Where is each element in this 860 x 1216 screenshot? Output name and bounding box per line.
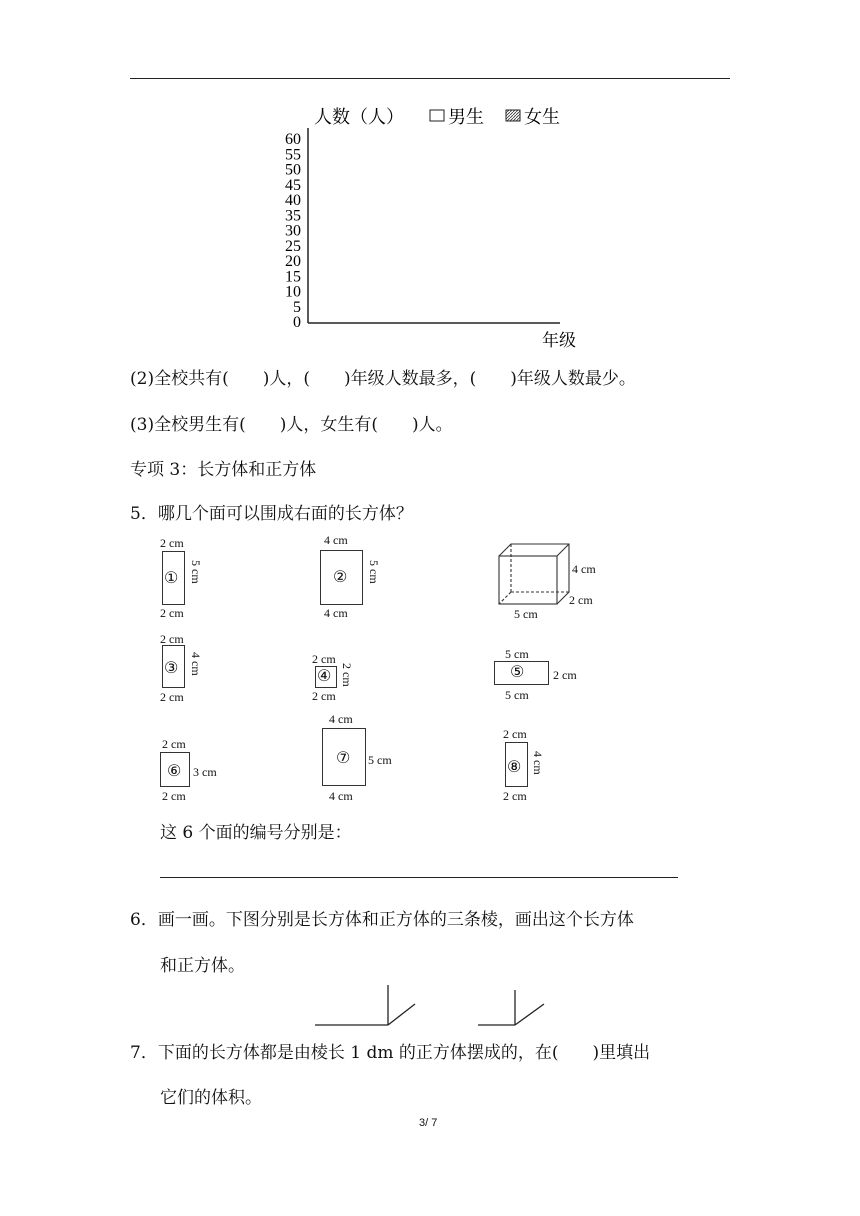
face-2-side: 5 cm xyxy=(367,560,381,584)
face-4-number: ④ xyxy=(317,666,332,685)
question-6-line1: 6．画一画。下图分别是长方体和正方体的三条棱，画出这个长方体 xyxy=(130,910,634,930)
cuboid-height: 4 cm xyxy=(572,562,596,576)
x-axis-label: 年级 xyxy=(542,331,576,350)
y-tick-label: 55 xyxy=(285,146,301,164)
page-number: 3/ 7 xyxy=(419,1117,438,1129)
bar-chart xyxy=(270,100,600,355)
y-tick-label: 15 xyxy=(285,268,301,286)
face-5-side: 2 cm xyxy=(553,668,577,682)
face-6-number: ⑥ xyxy=(167,761,182,780)
face-3-side: 4 cm xyxy=(189,652,203,676)
face-5-top: 5 cm xyxy=(505,647,529,661)
face-8-top: 2 cm xyxy=(503,727,527,741)
question-5: 5．哪几个面可以围成右面的长方体？ xyxy=(130,504,413,524)
face-8-side: 4 cm xyxy=(531,751,545,775)
y-tick-label: 5 xyxy=(293,298,301,316)
y-tick-labels xyxy=(285,131,301,331)
face-5-number: ⑤ xyxy=(510,662,525,681)
y-tick-label: 40 xyxy=(285,192,301,209)
face-8-number: ⑧ xyxy=(507,757,522,776)
section-title: 专项 3：长方体和正方体 xyxy=(130,460,317,480)
answer-line[interactable] xyxy=(160,877,678,878)
face-2-top: 4 cm xyxy=(324,533,348,547)
face-2-bottom: 4 cm xyxy=(324,606,348,620)
face-7-top: 4 cm xyxy=(329,712,353,726)
face-1-bottom: 2 cm xyxy=(160,606,184,620)
face-6-top: 2 cm xyxy=(162,737,186,751)
question-2: (2)全校共有( )人，( )年级人数最多，( )年级人数最少。 xyxy=(130,369,636,389)
face-7-bottom: 4 cm xyxy=(329,789,353,803)
y-axis-label: 人数（人） xyxy=(314,107,404,127)
y-tick-label: 60 xyxy=(285,131,301,148)
y-tick-label: 50 xyxy=(285,161,301,179)
face-3-bottom: 2 cm xyxy=(160,690,184,704)
face-1-top: 2 cm xyxy=(160,536,184,550)
question-6-line2: 和正方体。 xyxy=(160,956,245,976)
answer-prompt: 这 6 个面的编号分别是： xyxy=(160,823,352,843)
face-4-top: 2 cm xyxy=(312,652,336,666)
face-4-bottom: 2 cm xyxy=(312,689,336,703)
cuboid-diagram xyxy=(495,540,575,610)
y-tick-label: 30 xyxy=(285,222,301,240)
face-7-side: 5 cm xyxy=(368,753,392,767)
face-8-bottom: 2 cm xyxy=(503,789,527,803)
cuboid-depth: 2 cm xyxy=(569,593,593,607)
legend-boy-label: 男生 xyxy=(448,107,484,127)
legend-girl-swatch xyxy=(506,110,520,121)
y-tick-label: 45 xyxy=(285,176,301,194)
y-tick-label: 25 xyxy=(285,237,301,255)
three-edges-drawing xyxy=(310,980,560,1030)
header-rule xyxy=(130,78,730,79)
question-7-line1: 7．下面的长方体都是由棱长 1 dm 的正方体摆成的，在( )里填出 xyxy=(130,1043,651,1063)
face-6-bottom: 2 cm xyxy=(162,789,186,803)
y-tick-label: 20 xyxy=(285,253,301,270)
face-7-number: ⑦ xyxy=(336,748,351,767)
face-6-side: 3 cm xyxy=(193,765,217,779)
face-3-top: 2 cm xyxy=(160,632,184,646)
face-4-side: 2 cm xyxy=(340,663,354,687)
y-tick-label: 0 xyxy=(293,314,301,331)
question-7-line2: 它们的体积。 xyxy=(160,1088,262,1108)
face-1-number: ① xyxy=(164,568,179,587)
face-5-bottom: 5 cm xyxy=(505,688,529,702)
face-1-side: 5 cm xyxy=(189,560,203,584)
legend-boy-swatch xyxy=(430,110,444,121)
question-3: (3)全校男生有( )人，女生有( )人。 xyxy=(130,415,453,435)
face-3-number: ③ xyxy=(164,658,179,677)
y-tick-label: 10 xyxy=(285,283,301,301)
y-tick-label: 35 xyxy=(285,207,301,225)
legend-girl-label: 女生 xyxy=(524,107,560,127)
face-2-number: ② xyxy=(333,567,348,586)
cuboid-length: 5 cm xyxy=(514,607,538,621)
